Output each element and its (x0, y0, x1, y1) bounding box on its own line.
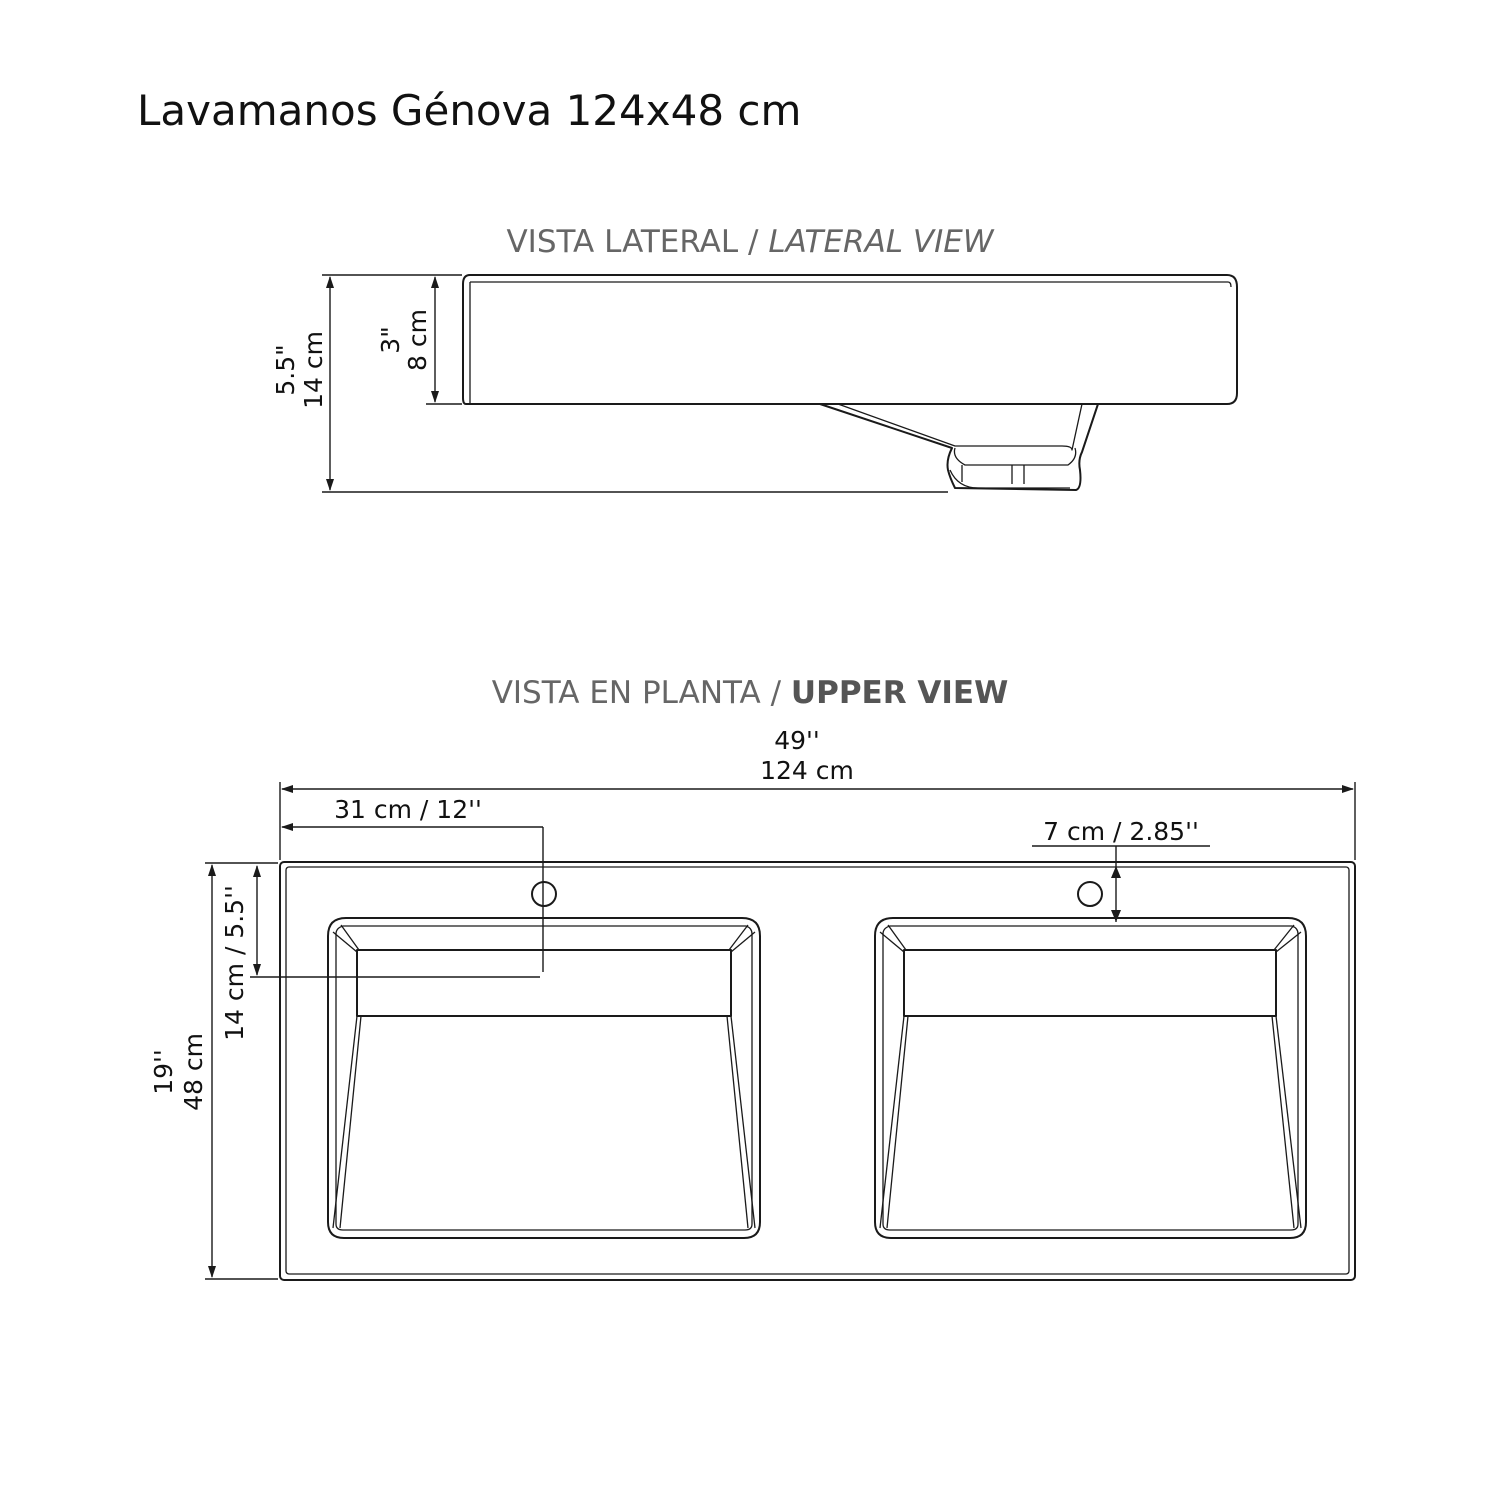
faucet-hole-right (1078, 882, 1102, 906)
lateral-dim-total-cm: 14 cm (299, 331, 328, 409)
lateral-bowl-outline (820, 404, 1098, 490)
lateral-bowl-inner (838, 404, 1082, 450)
lateral-rim-outline (463, 275, 1237, 404)
lateral-rim-inner-line (470, 282, 1231, 287)
upper-dim-hole-x: 31 cm / 12'' (334, 795, 482, 824)
upper-view-title-es: VISTA EN PLANTA / (491, 675, 791, 711)
basin-right (875, 918, 1306, 1238)
upper-bowl-depth-dimension (250, 866, 540, 977)
lateral-dim-rim-in: 3" (376, 326, 405, 354)
upper-view-title-en: UPPER VIEW (790, 675, 1009, 711)
upper-view-title (492, 675, 1009, 711)
upper-dim-depth-cm: 48 cm (179, 1033, 208, 1111)
upper-dim-hole-y: 7 cm / 2.85'' (1043, 817, 1199, 846)
upper-dim-bowl-depth: 14 cm / 5.5'' (220, 885, 249, 1041)
lateral-view-title-es: VISTA LATERAL / (506, 224, 769, 260)
lateral-view-title-en: LATERAL VIEW (768, 224, 994, 260)
lateral-view-drawing (463, 275, 1237, 490)
lateral-dim-total-in: 5.5" (271, 344, 300, 396)
lateral-drain-bottom (950, 470, 1070, 488)
upper-dim-width-cm: 124 cm (760, 756, 854, 785)
basin-left (328, 918, 760, 1238)
lateral-dim-rim-cm: 8 cm (403, 309, 432, 371)
lateral-drain-detail (954, 448, 1075, 484)
faucet-hole-left (532, 882, 556, 906)
upper-dim-depth-in: 19'' (149, 1049, 178, 1095)
lateral-view-title (506, 224, 994, 260)
upper-dim-width-in: 49'' (774, 726, 820, 755)
upper-countertop (280, 862, 1355, 1280)
upper-hole-y-dimension (1032, 846, 1210, 922)
lateral-dimensions (322, 275, 948, 492)
page-title: Lavamanos Génova 124x48 cm (137, 86, 802, 135)
